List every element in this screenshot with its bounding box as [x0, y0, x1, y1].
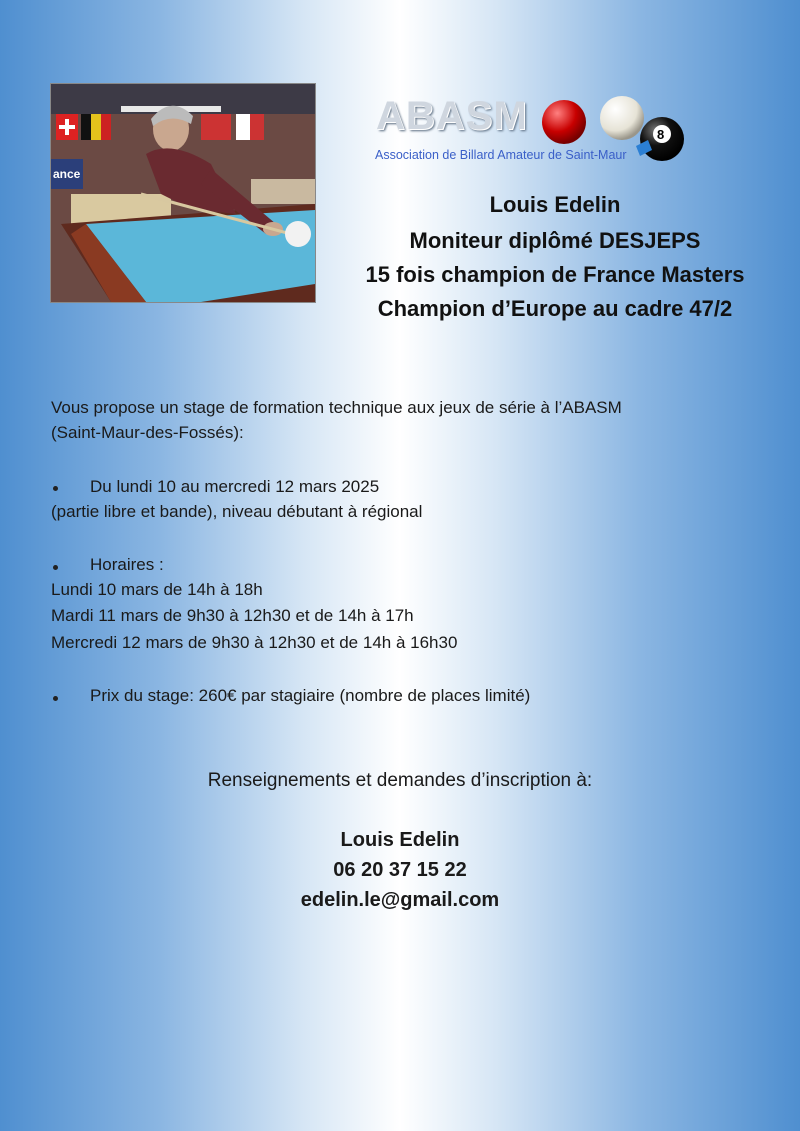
bullet-dot	[53, 486, 58, 491]
svg-text:8: 8	[657, 127, 665, 142]
schedule-line: Mardi 11 mars de 9h30 à 12h30 et de 14h à 17h	[51, 606, 414, 625]
logo-name: ABASM	[376, 94, 528, 138]
intro-line-2: (Saint-Maur-des-Fossés):	[51, 423, 244, 442]
contact-phone: 06 20 37 15 22	[333, 859, 467, 881]
instructor-diploma: Moniteur diplômé DESJEPS	[409, 228, 701, 253]
schedule-line: Mercredi 12 mars de 9h30 à 12h30 et de 14h à 16h30	[51, 633, 458, 652]
instructor-title-france: 15 fois champion de France Masters	[365, 262, 745, 287]
contact-intro: Renseignements et demandes d’inscription à:	[207, 770, 593, 791]
bullet-dot	[53, 565, 58, 570]
contact-name: Louis Edelin	[340, 829, 460, 851]
dates-bullet: Du lundi 10 au mercredi 12 mars 2025	[90, 477, 380, 496]
instructor-title-europe: Champion d’Europe au cadre 47/2	[377, 296, 733, 321]
instructor-photo	[50, 83, 316, 303]
photo-sign-text: ance	[53, 167, 81, 181]
schedule-line: Lundi 10 mars de 14h à 18h	[51, 580, 263, 599]
logo-subtitle: Association de Billard Amateur de Saint-Maur	[375, 148, 627, 162]
dates-detail: (partie libre et bande), niveau débutant à régional	[51, 502, 423, 521]
schedule-bullet: Horaires :	[90, 555, 164, 574]
contact-email: edelin.le@gmail.com	[300, 889, 500, 911]
abasm-logo	[372, 90, 692, 170]
bullet-dot	[53, 696, 58, 701]
intro-line-1: Vous propose un stage de formation technique aux jeux de série à l’ABASM	[51, 398, 622, 417]
price-bullet: Prix du stage: 260€ par stagiaire (nombre de places limité)	[90, 686, 531, 705]
instructor-name-heading: Louis Edelin	[489, 192, 621, 217]
